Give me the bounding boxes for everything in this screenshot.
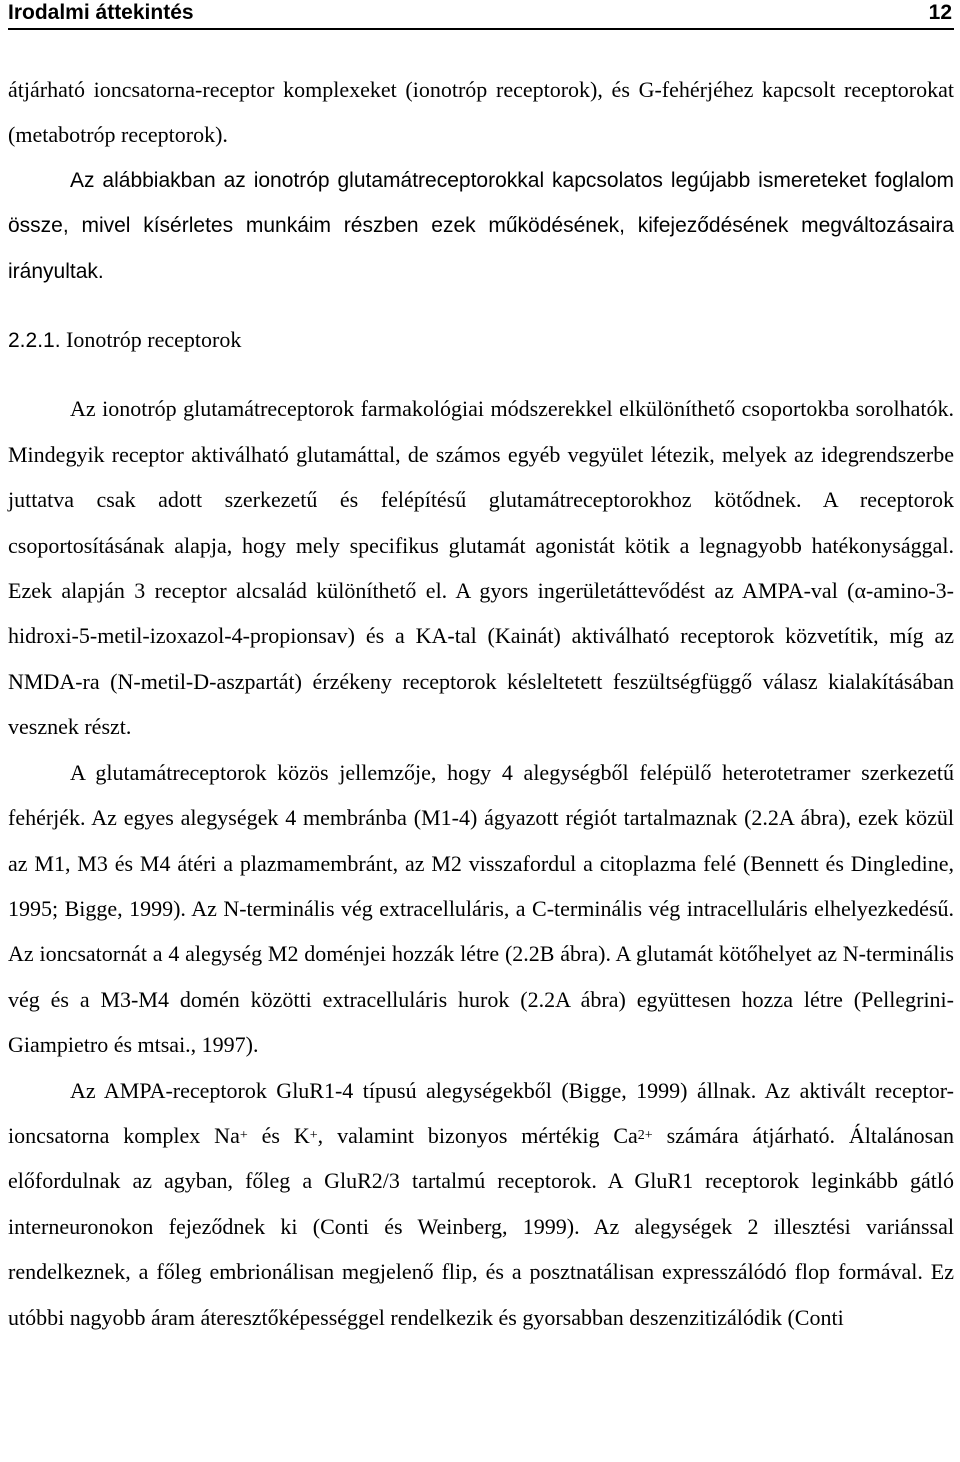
page-number: 12 — [928, 1, 952, 24]
paragraph-classification: Az ionotróp glutamátreceptorok farmakológiai módszerekkel elkülöníthető csoportokba sorolhatók. Mindegyik receptor aktiválható glutamáttal, de számos egyéb vegyület létezik, melyek az idegrendszerbe juttatva csak adott szerkezetű és felépítésű glutamátreceptorokhoz kötődnek. A receptorok csoportosításának alapja, hogy mely specifikus glutamát agonistát kötik a legnagyobb hatékonysággal. Ezek alapján 3 receptor alcsalád különíthető el. A gyors ingerületáttevődést az AMPA-val (α-amino-3-hidroxi-5-metil-izoxazol-4-propionsav) és a KA-tal (Kainát) aktiválható receptorok közvetítik, míg az NMDA-ra (N-metil-D-aszpartát) érzékeny receptorok késleltetett feszültségfüggő válasz kialakításában vesznek részt. — [8, 396, 954, 740]
paragraph-structure: A glutamátreceptorok közös jellemzője, hogy 4 alegységből felépülő heterotetramer szerkezetű fehérjék. Az egyes alegységek 4 membránba (M1-4) ágyazott régiót tartalmaznak (2.2A ábra), ezek közül az M1, M3 és M4 átéri a plazmamembránt, az M2 visszafordul a citoplazma felé (Bennett és Dingledine, 1995; Bigge, 1999). Az N-terminális vég extracelluláris, a C-terminális vég intracelluláris elhelyezkedésű. Az ioncsatornát a 4 alegység M2 doménjei hozzák létre (2.2B ábra). A glutamát kötőhelyet az N-terminális vég és a M3-M4 domén közötti extracelluláris hurok (2.2A ábra) együttesen hozza létre (Pellegrini-Giampietro és mtsai., 1997). — [8, 759, 954, 1058]
running-header — [8, 0, 954, 30]
header-title: Irodalmi áttekintés — [8, 1, 194, 24]
paragraph-intro: Az alábbiakban az ionotróp glutamátreceptorokkal kapcsolatos legújabb ismereteket foglalom össze, mivel kísérletes munkáim részben ezek működésének, kifejeződésének megváltozásaira irányultak. — [8, 168, 954, 283]
section-heading — [8, 317, 954, 363]
ampa-text-b: és K — [247, 1122, 310, 1148]
potassium-charge: + — [309, 1127, 318, 1143]
ampa-text-c: , valamint bizonyos mértékig Ca — [317, 1122, 638, 1148]
section-title: Ionotróp receptorok — [66, 327, 242, 353]
ampa-text-d: számára átjárható. Általánosan előfordulnak az agyban, főleg a GluR2/3 tartalmú receptorok. A GluR1 receptorok leginkább gátló interneuronokon fejeződnek ki (Conti és Weinberg, 1999). Az alegységek 2 illesztési variánssal rendelkeznek, a főleg embrionálisan megjelenő flip, és a posztnatálisan expresszálódó flop formával. Ez utóbbi nagyobb áram áteresztőképességgel rendelkezik és gyorsabban deszenzitizálódik (Conti — [8, 1122, 954, 1330]
paragraph-continuation: átjárható ioncsatorna-receptor komplexeket (ionotróp receptorok), és G-fehérjéhez kapcsolt receptorokat (metabotróp receptorok). — [8, 77, 954, 148]
section-number: 2.2.1. — [8, 329, 61, 353]
paragraph-ampa — [8, 1068, 954, 1340]
body-text — [8, 67, 954, 1340]
calcium-charge: 2+ — [637, 1127, 653, 1143]
ampa-text-a: Az AMPA-receptorok GluR1-4 típusú alegységekből (Bigge, 1999) állnak. Az aktivált receptor-ioncsatorna komplex Na — [8, 1077, 954, 1148]
sodium-charge: + — [239, 1127, 248, 1143]
